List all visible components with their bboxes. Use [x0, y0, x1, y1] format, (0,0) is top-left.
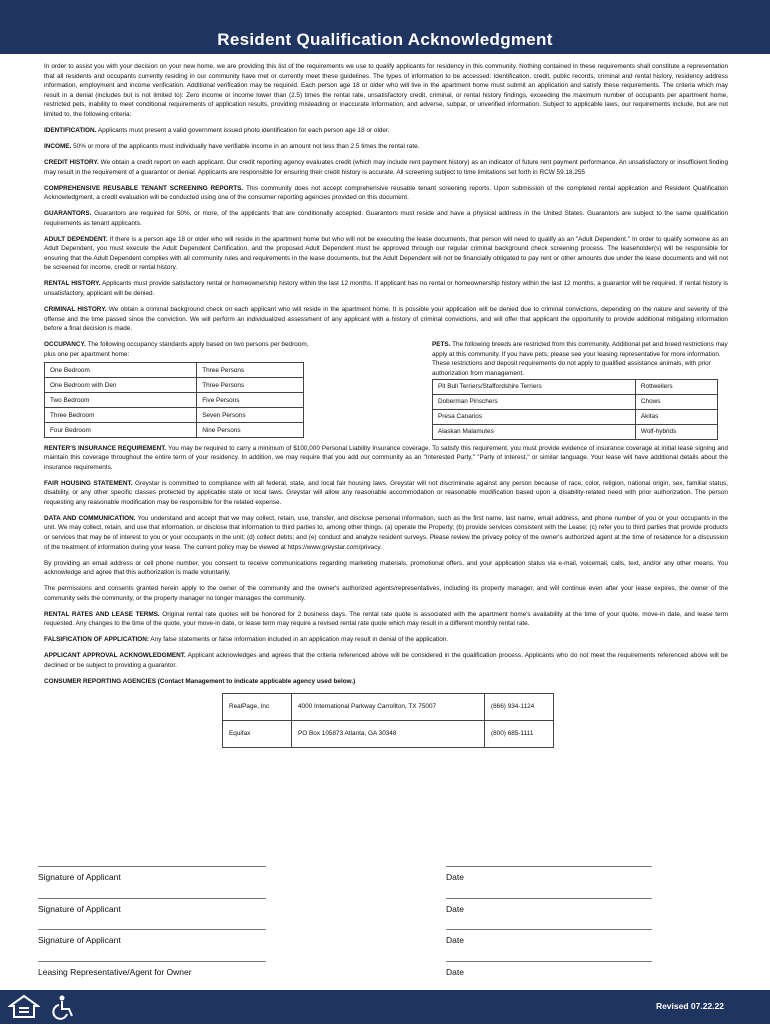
table-cell: Chows: [635, 394, 717, 409]
equal-housing-icon: [8, 994, 40, 1025]
section-title: RENTAL RATES AND LEASE TERMS.: [44, 610, 160, 618]
table-cell: Akitas: [635, 409, 717, 424]
table-cell: 4000 International Parkway Carrollton, TX 75007: [292, 693, 485, 720]
intro-paragraph: In order to assist you with your decision on your new home, we are providing this list of the requirements we use to qualify applicants for residency in this community. Nothing contained in these requirements shall constitute a representation that all residents and occupants currently residing in our community have met or currently meet these guidelines. The types of information to be accessed: Identification, credit, public records, criminal and rental history, residency address information, employment and income verification. Additional verification may be required. Each person age 18 or older who will live in the apartment home must submit an application and satisfy these requirements. The criteria which may result in a denial (includes but is not limited to): Zero income or income lower than (2.5) times the rental rate, unsatisfactory credit, criminal, or rental history findings, exceeding the maximum number of occupants per apartment home, restricted pets, inability to meet conditional requirements of application results, providing misleading or inaccurate information, and adverse, subpar, or unverified information. Subject to applicable laws, our requirements include, but are not limited to, the following criteria:: [44, 63, 728, 118]
section-consent: [44, 559, 728, 578]
section-text: Applicants must provide satisfactory rental or homeownership history within the last 12 months. If applicant has no rental or homeownership history within the last 12 months, a guarantor will be required. If rental history is unsatisfactory, applicant will be denied.: [44, 280, 728, 298]
date-line[interactable]: [446, 866, 652, 867]
section-text: The following occupancy standards apply based on two persons per bedroom, plus one per apartment home:: [44, 341, 309, 358]
table-row: [45, 378, 304, 393]
section-adult-dependent: [44, 235, 728, 273]
section-title: APPLICANT APPROVAL ACKNOWLEDGMENT.: [44, 652, 186, 660]
table-cell: One Bedroom with Den: [45, 378, 197, 393]
signature-row: [38, 921, 688, 953]
table-row: [45, 423, 304, 438]
table-cell: Three Persons: [197, 363, 304, 378]
signature-label: Signature of Applicant: [38, 935, 121, 945]
signature-row: [38, 953, 688, 985]
agencies-table: [222, 693, 554, 748]
section-text: The following breeds are restricted from this community. Additional pet and breed restrictions may apply at this community. If you have pets, please see your leasing representative for more information. These restrictions and deposit requirements do not apply to qualified assistance animals, with prior authorization from management.: [432, 341, 728, 377]
section-renters-insurance: [44, 444, 728, 473]
table-cell: Presa Canarios: [433, 409, 636, 424]
section-title: RENTER'S INSURANCE REQUIREMENT.: [44, 444, 167, 452]
table-cell: Nine Persons: [197, 423, 304, 438]
date-label: Date: [446, 935, 464, 945]
revision-date: Revised 07.22.22: [655, 1001, 724, 1011]
section-title: OCCUPANCY.: [44, 341, 86, 349]
page-title: Resident Qualification Acknowledgment: [217, 30, 553, 49]
section-text: You may be required to carry a minimum of $100,000 Personal Liability Insurance coverage. To satisfy this requirement, you must provide evidence of insurance coverage at initial lease signing and maintain this coverage throughout the entire term of your residency. In addition, we may require that you add our community as an "Interested Party," "Party of Interest," or similar language. Your lease will have additional details about the insurance requirements.: [44, 444, 728, 471]
section-rental-rates: [44, 610, 728, 629]
section-screening-reports: [44, 184, 728, 203]
table-row: [223, 693, 554, 720]
section-guarantors: [44, 209, 728, 228]
section-text: Applicants must present a valid government issued photo identification for each person age 18 or older.: [97, 126, 390, 134]
pets-table: [432, 379, 718, 440]
section-title: CRIMINAL HISTORY.: [44, 306, 107, 313]
table-row: [433, 394, 718, 409]
occupancy-table: [44, 362, 304, 438]
date-line[interactable]: [446, 929, 652, 930]
section-identification: [44, 126, 728, 136]
section-text: This community does not accept comprehensive reusable tenant screening reports. Upon submission of the completed rental application and Resident Qualification Acknowledgment, a credit evaluation will be conducted using one of the consumer reporting agencies provided on this document.: [44, 184, 728, 202]
table-cell: Equifax: [223, 720, 292, 747]
section-title: GUARANTORS.: [44, 210, 92, 218]
table-cell: Rottweilers: [635, 379, 717, 394]
signature-line[interactable]: [38, 898, 266, 899]
table-cell: One Bedroom: [45, 363, 197, 378]
pets-section: [432, 340, 728, 439]
section-title: RENTAL HISTORY.: [44, 280, 101, 288]
section-title: PETS.: [432, 341, 451, 349]
table-cell: Four Bedroom: [45, 423, 197, 438]
document-body: [44, 62, 728, 748]
section-title: IDENTIFICATION.: [44, 126, 97, 134]
section-text: Guarantors are required for 50%, or more, of the applicants that are conditionally accepted. Guarantors must reside and have a physical address in the United States. Guarantors are subject to the same qualification requirements as tenant applicants.: [44, 210, 729, 227]
section-fair-housing: [44, 479, 728, 508]
section-title: ADULT DEPENDENT.: [44, 235, 108, 243]
table-cell: PO Box 105873 Atlanta, GA 30348: [292, 720, 485, 747]
signature-label: Signature of Applicant: [38, 872, 121, 882]
section-text: The permissions and consents granted herein apply to the owner of the community and the owner's authorized agents/representatives, including its property manager, and will continue even after your lease expires, the owner of the community sells the community, or the property manager no longer manages the community.: [44, 585, 728, 602]
table-cell: RealPage, Inc: [223, 693, 292, 720]
header-bar: [0, 0, 770, 54]
section-title: INCOME.: [44, 142, 72, 150]
section-falsification: [44, 635, 728, 645]
section-text: Any false statements or false information included in an application may result in denial of the application.: [150, 636, 449, 644]
section-criminal-history: [44, 305, 728, 334]
section-text: 50% or more of the applicants must individually have verifiable income in an amount not less than 2.5 times the rental rate.: [73, 142, 420, 150]
table-row: [433, 424, 718, 439]
signature-label: Signature of Applicant: [38, 903, 121, 914]
signature-row: [38, 858, 688, 890]
table-row: [223, 720, 554, 747]
section-data-communication: [44, 514, 728, 552]
agencies-title: CONSUMER REPORTING AGENCIES (Contact Management to indicate applicable agency used below.): [44, 677, 356, 685]
signature-line[interactable]: [38, 866, 266, 867]
section-text: We obtain a criminal background check on each applicant who will reside in the apartment home. It is possible your application will be denied due to criminal convictions, depending on the nature and severity of the offense and the time passed since the conviction. We will perform an individualized assessment of any applicant with a history of criminal convictions, and will offer that applicant the opportunity to provide additional mitigating information before a final decision is made.: [44, 306, 728, 333]
date-label: Date: [446, 966, 464, 977]
date-label: Date: [446, 872, 464, 882]
table-cell: (800) 685-1111: [485, 720, 554, 747]
table-cell: Three Persons: [197, 378, 304, 393]
section-text: Original rental rate quotes will be honored for 2 business days. The rental rate quote is associated with the apartment home's availability at the time of your quote, move-in date, and lease term requested. Any changes to the time of the quote, your move-in date, or lease term may require a revised rental rate quote which may result in a different monthly rental rate.: [44, 610, 728, 628]
section-credit-history: [44, 158, 728, 177]
table-row: [433, 379, 718, 394]
table-cell: Doberman Pinschers: [433, 394, 636, 409]
table-cell: Alaskan Malamutes: [433, 424, 636, 439]
section-text: If there is a person age 18 or older who will reside in the apartment home but who will not be executing the lease documents, that person will need to qualify as an "Adult Dependent." In order to qualify someone as an Adult Dependent, you must execute the Adult Dependent Certification, and the proposed Adult Dependent must be approved through our regular criminal background check screening process. The leaseholder(s) will be responsible for ensuring that the Adult Dependent complies with all community rules and requirements in the lease documents, but the Adult Dependent will not be financially obligated to pay rent or other amounts due under the lease documents and will not be screened for income, credit or rental history.: [44, 235, 729, 272]
table-row: [433, 409, 718, 424]
date-line[interactable]: [446, 898, 652, 899]
section-income: [44, 142, 728, 152]
signature-label: Leasing Representative/Agent for Owner: [38, 966, 192, 977]
section-text: Applicant acknowledges and agrees that the criteria referenced above will be considered in the qualification process. Applicants who do not meet the requirements referenced above will be declined or be subject to providing a guarantor.: [44, 652, 728, 669]
section-title: FALSIFICATION OF APPLICATION:: [44, 636, 149, 644]
occupancy-pets-columns: [44, 340, 728, 439]
signature-line[interactable]: [38, 961, 266, 962]
table-row: [45, 363, 304, 378]
section-permissions: [44, 584, 728, 603]
table-row: [45, 393, 304, 408]
section-text: Greystar is committed to compliance with all federal, state, and local fair housing laws. Greystar will not discriminate against any person because of race, color, religion, national origin, sex, familial status, disability, or any other specific classes protected by applicable state or local laws. Greystar will allow any reasonable accommodation or reasonable modification based upon a disability-related need with prior authorization. The person requesting any reasonable modification may be responsible for the related expense.: [44, 479, 728, 506]
footer-icons: [8, 994, 76, 1025]
occupancy-description: [44, 340, 314, 359]
signature-line[interactable]: [38, 929, 266, 930]
section-text: You understand and accept that we may collect, retain, use, transfer, and disclose personal information, such as the first name, last name, email address, and phone number of you or your occupants in the unit. We may collect, retain, and use that information, or disclose that information to third parties to, among other things, (a) operate the Property; (b) provide services consistent with the Lease; (c) refer you to third parties that provide products or services that may be of interest to you or your occupants in the unit; (d) collect debts; and (e) conduct and analyze resident surveys. Please review the privacy policy of the owner's authorized agent at the time of residence for a discussion of the treatment of information during your lease. The current policy may be viewed at https://www.greystar.com/privacy.: [44, 514, 728, 551]
section-text: By providing an email address or cell phone number, you consent to receive communications regarding marketing materials, promotional offers, and your application status via e-mail, voicemail, calls, text, and/or any other means. You acknowledge and agree that this authorization is made voluntarily.: [44, 559, 728, 577]
table-row: [45, 408, 304, 423]
wheelchair-accessibility-icon: [50, 994, 76, 1025]
section-approval-ack: [44, 651, 728, 670]
signature-row: [38, 890, 688, 922]
pets-description: [432, 340, 728, 378]
table-cell: Wolf-hybrids: [635, 424, 717, 439]
section-rental-history: [44, 279, 728, 298]
signature-area: [38, 858, 688, 984]
table-cell: Seven Persons: [197, 408, 304, 423]
table-cell: Two Bedroom: [45, 393, 197, 408]
table-cell: Pit Bull Terriers/Staffordshire Terriers: [433, 379, 636, 394]
occupancy-section: [44, 340, 314, 439]
footer-bar: [0, 990, 770, 1024]
table-cell: Five Persons: [197, 393, 304, 408]
table-cell: Three Bedroom: [45, 408, 197, 423]
section-title: DATA AND COMMUNICATION.: [44, 514, 136, 522]
date-label: Date: [446, 903, 464, 914]
date-line[interactable]: [446, 961, 652, 962]
section-title: FAIR HOUSING STATEMENT.: [44, 479, 133, 487]
section-title: CREDIT HISTORY.: [44, 158, 99, 166]
section-title: COMPREHENSIVE REUSABLE TENANT SCREENING REPORTS.: [44, 184, 244, 192]
table-cell: (866) 934-1124: [485, 693, 554, 720]
section-text: We obtain a credit report on each applicant. Our credit reporting agency evaluates credit (which may include rent payment history) as an indicator of future rent payment performance. An unsatisfactory or insufficient finding may result in the requirement of a guarantor or denial. Applicants are responsible for ensuring their credit history is accurate. All screening subject to time limitations set forth in RCW 59.18.255: [44, 158, 729, 176]
